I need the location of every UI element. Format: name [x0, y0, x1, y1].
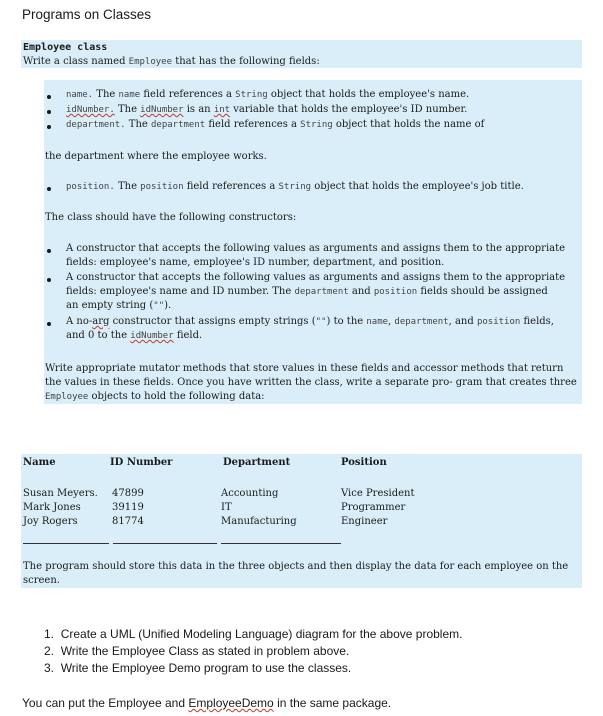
table-divider	[221, 543, 341, 544]
footer-note: You can put the Employee and EmployeeDemo in the same package.	[22, 696, 392, 710]
bullet-icon	[47, 187, 51, 191]
field-idnumber-line: idNumber. The idNumber is an int variable that holds the employee's ID number.	[66, 104, 468, 115]
constructor-3-line2: and 0 to the idNumber field.	[66, 330, 203, 341]
bullet-icon	[47, 322, 51, 326]
field-position-line: position. The position field references a String object that holds the employee's job title.	[66, 181, 524, 192]
constructor-3-line1: A no-arg constructor that assigns empty strings ("") to the name, department, and position fields,	[66, 316, 554, 327]
constructor-2-line2: fields: employee's name and ID number. The department and position fields should be assigned	[66, 286, 548, 297]
table-row: Accounting IT Manufacturing	[221, 488, 297, 527]
program-note-line1: The program should store this data in the three objects and then display the data for each employee on the	[23, 561, 569, 572]
constructor-1-line1: A constructor that accepts the following values as arguments and assigns them to the appropriate	[66, 243, 566, 254]
intro-prefix: Write a class named	[23, 56, 129, 67]
page-title: Programs on Classes	[22, 7, 152, 22]
col-header-name: Name	[23, 457, 56, 468]
table-divider	[23, 543, 109, 544]
bullet-icon	[47, 110, 51, 114]
mutator-line2: the values in these fields. Once you have written the class, write a separate pro- gram that creates three	[45, 377, 577, 388]
intro-code: Employee	[128, 57, 173, 67]
mutator-line3: Employee objects to hold the following data:	[45, 391, 265, 402]
bullet-icon	[47, 249, 51, 253]
intro-suffix: that has the following fields:	[172, 56, 320, 67]
bullet-icon	[47, 278, 51, 282]
col-header-position: Position	[341, 457, 387, 468]
table-row: Susan Meyers. Mark Jones Joy Rogers	[23, 488, 98, 527]
field-department-line: department. The department field references a String object that holds the name of	[66, 119, 485, 130]
mutator-line1: Write appropriate mutator methods that store values in these fields and accessor methods that return	[45, 363, 564, 374]
employee-class-heading: Employee class	[23, 42, 108, 53]
task-list	[44, 626, 462, 677]
bullet-icon	[47, 125, 51, 129]
list-item: 3. Write the Employee Demo program to use the classes.	[44, 661, 352, 675]
col-header-department: Department	[223, 457, 291, 468]
employee-class-intro	[23, 56, 320, 67]
bullet-icon	[47, 95, 51, 99]
list-item: 1. Create a UML (Unified Modeling Language) diagram for the above problem.	[44, 627, 463, 641]
constructor-2-line1: A constructor that accepts the following values as arguments and assigns them to the appropriate	[66, 272, 566, 283]
table-row: Vice President Programmer Engineer	[341, 488, 415, 527]
table-row: 47899 39119 81774	[112, 488, 144, 527]
col-header-id: ID Number	[110, 457, 173, 468]
constructor-1-line2: fields: employee's name, employee's ID number, department, and position.	[66, 257, 445, 268]
constructors-intro: The class should have the following constructors:	[45, 212, 297, 223]
constructor-2-line3: an empty string ("").	[66, 300, 172, 311]
list-item: 2. Write the Employee Class as stated in problem above.	[44, 644, 350, 658]
table-divider	[113, 543, 217, 544]
field-name-line: name. The name field references a String object that holds the employee's name.	[66, 89, 470, 100]
department-continuation: the department where the employee works.	[45, 151, 267, 162]
program-note-line2: screen.	[23, 575, 60, 586]
